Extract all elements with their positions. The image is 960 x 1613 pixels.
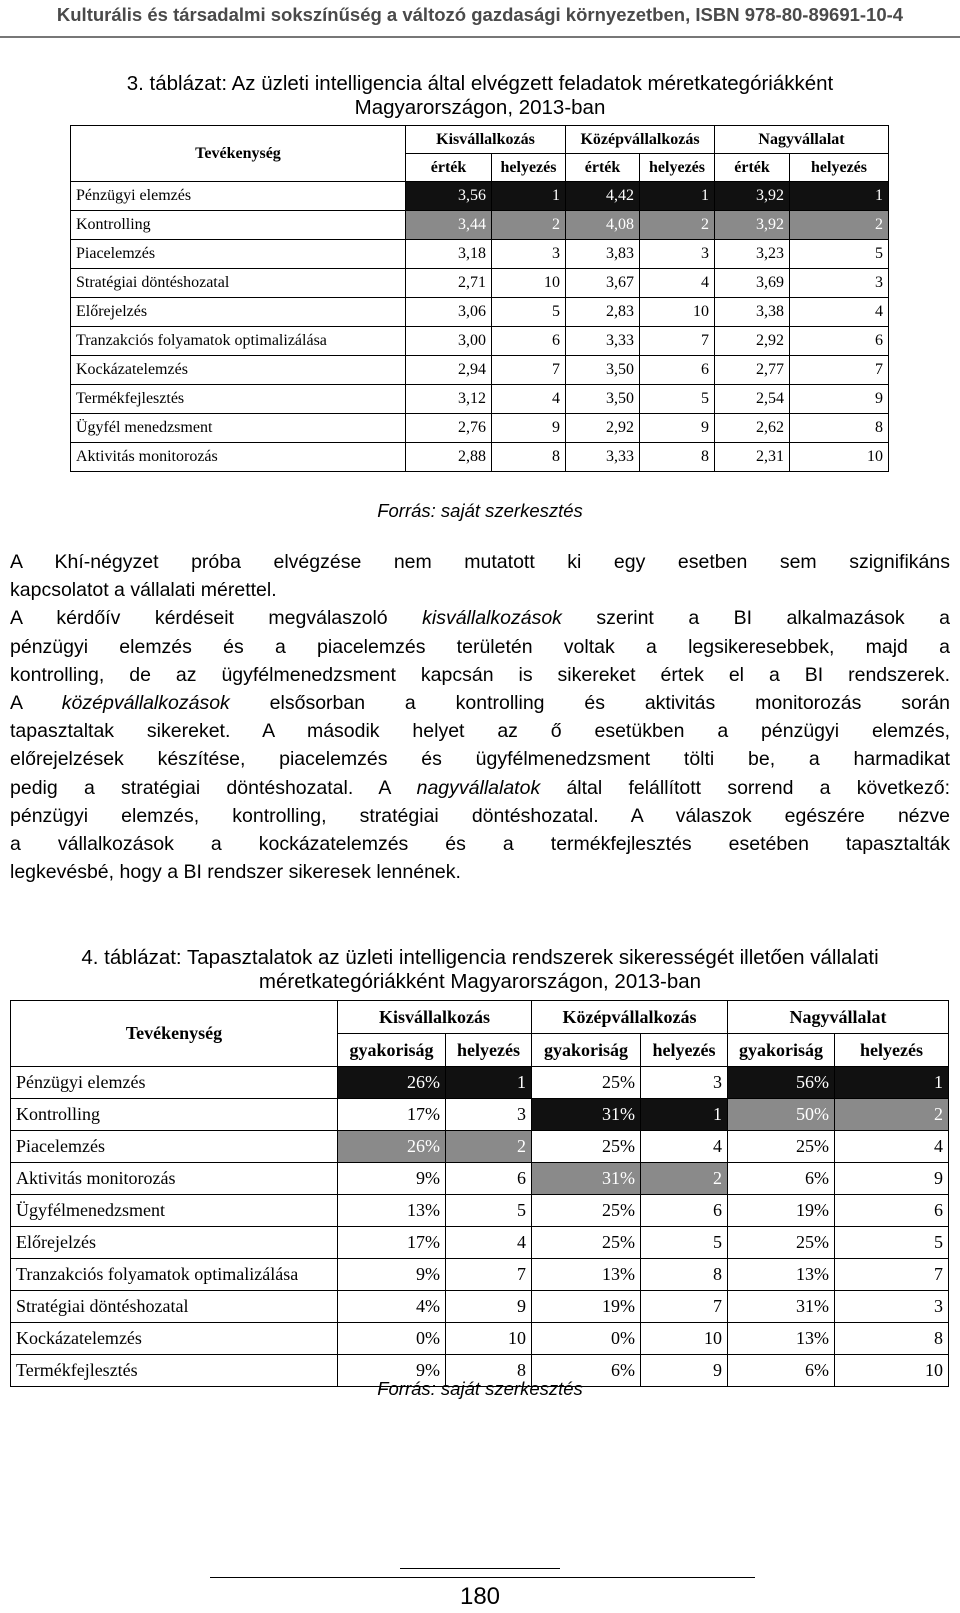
table2-subheader: helyezés: [835, 1034, 949, 1067]
activity-cell: Kockázatelemzés: [11, 1323, 338, 1355]
rank-cell: 8: [641, 1259, 728, 1291]
table2-subheader: helyezés: [641, 1034, 728, 1067]
value-cell: 13%: [338, 1195, 446, 1227]
value-cell: 9%: [338, 1259, 446, 1291]
activity-cell: Piacelemzés: [11, 1131, 338, 1163]
activity-cell: Termékfejlesztés: [11, 1355, 338, 1387]
table2-subheader: gyakoriság: [728, 1034, 835, 1067]
rank-cell: 3: [641, 1067, 728, 1099]
value-cell: 26%: [338, 1067, 446, 1099]
table-row: [71, 298, 889, 327]
rank-cell: 4: [492, 385, 566, 414]
activity-cell: Aktivitás monitorozás: [11, 1163, 338, 1195]
value-cell: 2,83: [566, 298, 640, 327]
table2: [10, 1000, 949, 1387]
value-cell: 2,94: [406, 356, 492, 385]
table2-group-header: Középvállalkozás: [532, 1001, 728, 1034]
table2-group-header: Kisvállalkozás: [338, 1001, 532, 1034]
footer-rule: [400, 1568, 560, 1569]
value-cell: 31%: [728, 1291, 835, 1323]
rank-cell: 2: [835, 1099, 949, 1131]
table2-caption-line2: méretkategóriákként Magyarországon, 2013-ban: [258, 970, 702, 993]
text-run: szerint a BI alkalmazások a: [561, 607, 950, 630]
activity-cell: Kockázatelemzés: [71, 356, 406, 385]
rank-cell: 9: [640, 414, 715, 443]
text-line: [10, 689, 950, 717]
table1-subheader: érték: [406, 154, 492, 182]
text-line: kapcsolatot a vállalati mérettel.: [10, 579, 277, 602]
table-row: [71, 356, 889, 385]
table1-group-header: Nagyvállalat: [715, 126, 889, 154]
page-number: 180: [459, 1583, 501, 1610]
rank-cell: 4: [446, 1227, 532, 1259]
text-line: [10, 774, 950, 802]
text-run: A: [10, 692, 62, 715]
activity-cell: Termékfejlesztés: [71, 385, 406, 414]
table1: [70, 125, 889, 472]
value-cell: 3,23: [715, 240, 790, 269]
value-cell: 3,56: [406, 182, 492, 211]
activity-cell: Előrejelzés: [11, 1227, 338, 1259]
running-header: Kulturális és társadalmi sokszínűség a változó gazdasági környezetben, ISBN 978-80-89691-10-4: [56, 4, 904, 25]
rank-cell: 5: [492, 298, 566, 327]
rank-cell: 10: [640, 298, 715, 327]
rank-cell: 10: [446, 1323, 532, 1355]
text-line: előrejelzések készítése, piacelemzés és ügyfélmenedzsment tölti be, a harmadikat: [10, 748, 950, 771]
value-cell: 25%: [532, 1195, 641, 1227]
rank-cell: 10: [641, 1323, 728, 1355]
value-cell: 25%: [728, 1131, 835, 1163]
value-cell: 25%: [532, 1067, 641, 1099]
rank-cell: 5: [446, 1195, 532, 1227]
value-cell: 2,92: [566, 414, 640, 443]
table2-subheader: gyakoriság: [532, 1034, 641, 1067]
value-cell: 4,08: [566, 211, 640, 240]
value-cell: 13%: [728, 1323, 835, 1355]
rank-cell: 6: [835, 1195, 949, 1227]
activity-cell: Pénzügyi elemzés: [71, 182, 406, 211]
header-rule: [0, 36, 960, 38]
body-text: [10, 548, 950, 886]
text-line: A Khí-négyzet próba elvégzése nem mutatott ki egy esetben sem szignifikáns: [10, 551, 950, 573]
rank-cell: 1: [492, 182, 566, 211]
table-row: [11, 1259, 949, 1291]
rank-cell: 7: [640, 327, 715, 356]
table2-group-header: Nagyvállalat: [728, 1001, 949, 1034]
table1-subheader: helyezés: [492, 154, 566, 182]
rank-cell: 7: [641, 1291, 728, 1323]
activity-cell: Pénzügyi elemzés: [11, 1067, 338, 1099]
rank-cell: 8: [492, 443, 566, 472]
activity-cell: Kontrolling: [71, 211, 406, 240]
table1-subheader: helyezés: [790, 154, 889, 182]
rank-cell: 9: [492, 414, 566, 443]
rank-cell: 2: [640, 211, 715, 240]
value-cell: 3,50: [566, 385, 640, 414]
value-cell: 9%: [338, 1163, 446, 1195]
text-run: által felállított sorrend a következő:: [540, 776, 950, 799]
rank-cell: 5: [641, 1227, 728, 1259]
text-line: tapasztaltak sikereket. A második helyet az ő esetükben a pénzügyi elemzés,: [10, 720, 950, 743]
rank-cell: 2: [492, 211, 566, 240]
rank-cell: 7: [446, 1259, 532, 1291]
rank-cell: 4: [790, 298, 889, 327]
table1-subheader: helyezés: [640, 154, 715, 182]
table1-caption-line1: 3. táblázat: Az üzleti intelligencia által elvégzett feladatok méretkategóriákként: [126, 72, 834, 95]
rank-cell: 5: [790, 240, 889, 269]
value-cell: 4%: [338, 1291, 446, 1323]
table1-group-header: Középvállalkozás: [566, 126, 715, 154]
value-cell: 13%: [532, 1259, 641, 1291]
value-cell: 3,92: [715, 211, 790, 240]
table1-subheader: érték: [566, 154, 640, 182]
rank-cell: 7: [835, 1259, 949, 1291]
value-cell: 56%: [728, 1067, 835, 1099]
value-cell: 9%: [338, 1355, 446, 1387]
table2-subheader: gyakoriság: [338, 1034, 446, 1067]
value-cell: 2,88: [406, 443, 492, 472]
rank-cell: 3: [492, 240, 566, 269]
rank-cell: 9: [446, 1291, 532, 1323]
value-cell: 3,92: [715, 182, 790, 211]
rank-cell: 6: [446, 1163, 532, 1195]
activity-cell: Aktivitás monitorozás: [71, 443, 406, 472]
emphasis: nagyvállalatok: [416, 776, 541, 799]
value-cell: 4,42: [566, 182, 640, 211]
value-cell: 3,33: [566, 327, 640, 356]
activity-cell: Kontrolling: [11, 1099, 338, 1131]
rank-cell: 6: [641, 1195, 728, 1227]
rank-cell: 6: [790, 327, 889, 356]
value-cell: 3,67: [566, 269, 640, 298]
value-cell: 3,83: [566, 240, 640, 269]
value-cell: 2,77: [715, 356, 790, 385]
value-cell: 3,00: [406, 327, 492, 356]
table-row: [71, 443, 889, 472]
rank-cell: 3: [835, 1291, 949, 1323]
table-row: [71, 385, 889, 414]
rank-cell: 1: [641, 1099, 728, 1131]
table2-source: Forrás: saját szerkesztés: [377, 1378, 583, 1399]
rank-cell: 2: [790, 211, 889, 240]
value-cell: 3,44: [406, 211, 492, 240]
text-line: pénzügyi elemzés, kontrolling, stratégiai döntéshozatal. A válaszok egészére nézve: [10, 804, 950, 827]
rank-cell: 6: [492, 327, 566, 356]
rank-cell: 8: [790, 414, 889, 443]
text-run: pedig a stratégiai döntéshozatal. A: [10, 776, 417, 799]
value-cell: 3,69: [715, 269, 790, 298]
table1-subheader: érték: [715, 154, 790, 182]
value-cell: 2,76: [406, 414, 492, 443]
value-cell: 50%: [728, 1099, 835, 1131]
value-cell: 0%: [338, 1323, 446, 1355]
value-cell: 2,54: [715, 385, 790, 414]
value-cell: 26%: [338, 1131, 446, 1163]
table-row: [11, 1195, 949, 1227]
value-cell: 19%: [728, 1195, 835, 1227]
value-cell: 2,71: [406, 269, 492, 298]
paragraph-1: [10, 548, 950, 604]
rank-cell: 10: [790, 443, 889, 472]
value-cell: 3,50: [566, 356, 640, 385]
value-cell: 25%: [728, 1227, 835, 1259]
table2-activity-header: Tevékenység: [11, 1001, 338, 1067]
value-cell: 6%: [728, 1163, 835, 1195]
value-cell: 17%: [338, 1227, 446, 1259]
paragraph-2: [10, 604, 950, 886]
rank-cell: 9: [641, 1355, 728, 1387]
text-run: elsősorban a kontrolling és aktivitás monitorozás során: [229, 692, 950, 715]
rank-cell: 2: [641, 1163, 728, 1195]
emphasis: kisvállalkozások: [422, 607, 562, 630]
table-row: [71, 414, 889, 443]
rank-cell: 7: [790, 356, 889, 385]
table2-subheader: helyezés: [446, 1034, 532, 1067]
table-row: [71, 182, 889, 211]
table-row: [71, 211, 889, 240]
rank-cell: 7: [492, 356, 566, 385]
table-row: [71, 240, 889, 269]
text-line: legkevésbé, hogy a BI rendszer sikeresek lennének.: [10, 861, 461, 884]
table1-group-header: Kisvállalkozás: [406, 126, 566, 154]
rank-cell: 3: [446, 1099, 532, 1131]
value-cell: 13%: [728, 1259, 835, 1291]
text-line: kontrolling, de az ügyfélmenedzsment kapcsán is sikereket értek el a BI rendszerek.: [10, 663, 950, 686]
value-cell: 2,92: [715, 327, 790, 356]
rank-cell: 10: [835, 1355, 949, 1387]
table-row: [11, 1067, 949, 1099]
value-cell: 17%: [338, 1099, 446, 1131]
rank-cell: 2: [446, 1131, 532, 1163]
table1-caption-line2: Magyarországon, 2013-ban: [354, 96, 606, 119]
rank-cell: 3: [640, 240, 715, 269]
value-cell: 3,33: [566, 443, 640, 472]
rank-cell: 1: [835, 1067, 949, 1099]
table2-body: [11, 1067, 949, 1387]
text-line: a vállalkozások a kockázatelemzés és a termékfejlesztés esetében tapasztalták: [10, 833, 950, 856]
table-row: [11, 1227, 949, 1259]
activity-cell: Előrejelzés: [71, 298, 406, 327]
table-row: [11, 1099, 949, 1131]
table-row: [11, 1131, 949, 1163]
rank-cell: 4: [640, 269, 715, 298]
activity-cell: Ügyfélmenedzsment: [11, 1195, 338, 1227]
value-cell: 0%: [532, 1323, 641, 1355]
table1-caption: [0, 72, 960, 120]
activity-cell: Stratégiai döntéshozatal: [11, 1291, 338, 1323]
rank-cell: 4: [835, 1131, 949, 1163]
footer-rule: [210, 1577, 755, 1578]
value-cell: 6%: [728, 1355, 835, 1387]
activity-cell: Ügyfél menedzsment: [71, 414, 406, 443]
text-line: [10, 604, 950, 632]
table1-activity-header: Tevékenység: [71, 126, 406, 182]
rank-cell: 8: [446, 1355, 532, 1387]
value-cell: 2,31: [715, 443, 790, 472]
table-row: [11, 1163, 949, 1195]
rank-cell: 10: [492, 269, 566, 298]
value-cell: 3,38: [715, 298, 790, 327]
table2-caption: [0, 946, 960, 994]
value-cell: 25%: [532, 1227, 641, 1259]
value-cell: 25%: [532, 1131, 641, 1163]
rank-cell: 8: [835, 1323, 949, 1355]
activity-cell: Piacelemzés: [71, 240, 406, 269]
rank-cell: 6: [640, 356, 715, 385]
rank-cell: 3: [790, 269, 889, 298]
value-cell: 3,06: [406, 298, 492, 327]
table-row: [71, 269, 889, 298]
value-cell: 19%: [532, 1291, 641, 1323]
rank-cell: 1: [446, 1067, 532, 1099]
emphasis: középvállalkozások: [61, 692, 230, 715]
rank-cell: 8: [640, 443, 715, 472]
rank-cell: 4: [641, 1131, 728, 1163]
rank-cell: 5: [835, 1227, 949, 1259]
value-cell: 2,62: [715, 414, 790, 443]
table1-source: Forrás: saját szerkesztés: [377, 500, 583, 521]
rank-cell: 1: [790, 182, 889, 211]
table2-caption-line1: 4. táblázat: Tapasztalatok az üzleti intelligencia rendszerek sikerességét illetően vállalati: [81, 946, 879, 969]
rank-cell: 1: [640, 182, 715, 211]
table-row: [11, 1291, 949, 1323]
value-cell: 6%: [532, 1355, 641, 1387]
activity-cell: Tranzakciós folyamatok optimalizálása: [71, 327, 406, 356]
value-cell: 31%: [532, 1163, 641, 1195]
value-cell: 31%: [532, 1099, 641, 1131]
table-row: [71, 327, 889, 356]
rank-cell: 9: [790, 385, 889, 414]
activity-cell: Tranzakciós folyamatok optimalizálása: [11, 1259, 338, 1291]
text-line: pénzügyi elemzés és a piacelemzés területén voltak a legsikeresebbek, majd a: [10, 635, 950, 658]
value-cell: 3,18: [406, 240, 492, 269]
value-cell: 3,12: [406, 385, 492, 414]
rank-cell: 5: [640, 385, 715, 414]
table-row: [11, 1323, 949, 1355]
activity-cell: Stratégiai döntéshozatal: [71, 269, 406, 298]
rank-cell: 9: [835, 1163, 949, 1195]
table1-body: [71, 182, 889, 472]
text-run: A kérdőív kérdéseit megválaszoló: [10, 607, 423, 630]
